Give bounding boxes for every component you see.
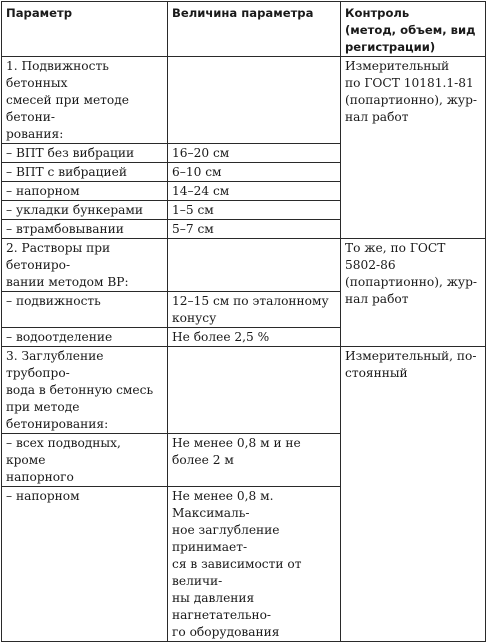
item-value: Не менее 0,8 м и не более 2 м xyxy=(168,434,341,487)
group-title-value xyxy=(168,57,341,144)
item-value: 5–7 см xyxy=(168,220,341,239)
item-value: Не более 2,5 % xyxy=(168,328,341,347)
group-title-value xyxy=(168,239,341,292)
item-value: 6–10 см xyxy=(168,163,341,182)
item-label: – напорном xyxy=(2,487,168,642)
item-label: – подвижность xyxy=(2,292,168,328)
parameters-table xyxy=(1,1,486,642)
item-label: – водоотделение xyxy=(2,328,168,347)
item-label: – ВПТ с вибрацией xyxy=(2,163,168,182)
item-value: Не менее 0,8 м. Максималь- ное заглубление принимает- ся в зависимости от величи- ны давления нагнетательно- го оборудования xyxy=(168,487,341,642)
table-header-row xyxy=(2,2,486,57)
header-parameter: Параметр xyxy=(2,2,168,57)
group-title-value xyxy=(168,347,341,434)
table-row xyxy=(2,239,486,292)
group-title: 1. Подвижность бетонных смесей при методе бетони- рования: xyxy=(2,57,168,144)
item-label: – втрамбовывании xyxy=(2,220,168,239)
group-control: Измерительный, по- стоянный xyxy=(341,347,486,642)
item-label: – напорном xyxy=(2,182,168,201)
item-value: 1–5 см xyxy=(168,201,341,220)
item-label: – ВПТ без вибрации xyxy=(2,144,168,163)
table-row xyxy=(2,347,486,434)
item-label: – всех подводных, кроме напорного xyxy=(2,434,168,487)
item-value: 16–20 см xyxy=(168,144,341,163)
header-value: Величина параметра xyxy=(168,2,341,57)
item-value: 14–24 см xyxy=(168,182,341,201)
item-value: 12–15 см по эталонному конусу xyxy=(168,292,341,328)
group-title: 3. Заглубление трубопро- вода в бетонную смесь при методе бетонирования: xyxy=(2,347,168,434)
item-label: – укладки бункерами xyxy=(2,201,168,220)
group-control: Измерительный по ГОСТ 10181.1-81 (попартионно), жур- нал работ xyxy=(341,57,486,239)
table-row xyxy=(2,57,486,144)
group-title: 2. Растворы при бетониро- вании методом ВР: xyxy=(2,239,168,292)
header-control: Контроль (метод, объем, вид регистрации) xyxy=(341,2,486,57)
group-control: То же, по ГОСТ 5802-86 (попартионно), жур- нал работ xyxy=(341,239,486,347)
